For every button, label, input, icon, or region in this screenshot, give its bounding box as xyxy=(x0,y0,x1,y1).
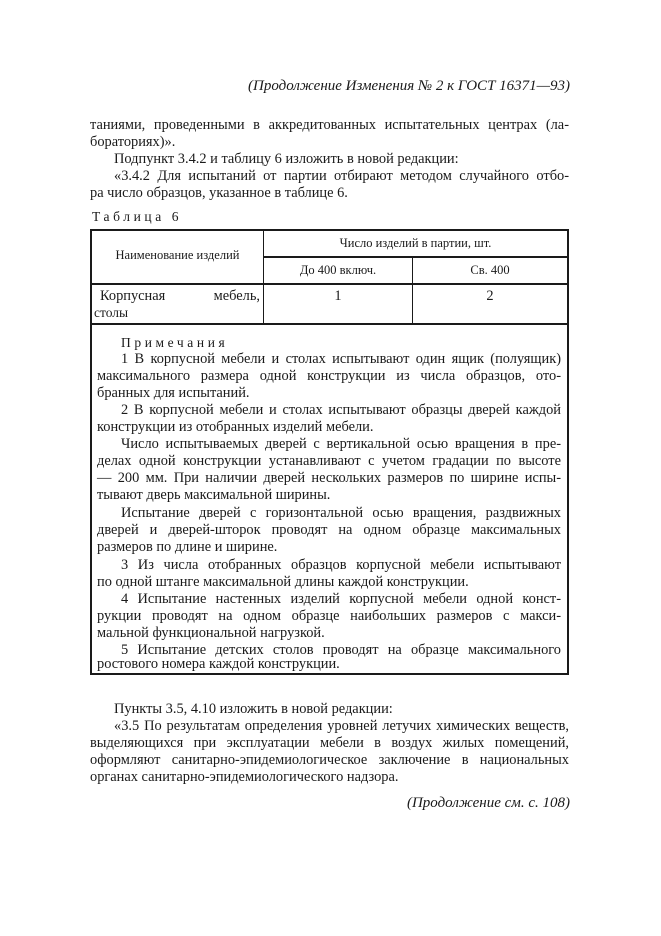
table-subheader-over-400: Св. 400 xyxy=(470,263,510,277)
note-line: 3 Из числа отобранных образцов корпусной мебели испытывают xyxy=(121,557,561,573)
note-line: конструкции из отобранных изделий мебели. xyxy=(97,419,374,435)
table-subheader-up-to-400: До 400 включ. xyxy=(299,263,377,277)
table-cell-product: Корпусная мебель, xyxy=(100,288,260,304)
paragraph-line: оформляют санитарно-эпидемиологическое заключение в национальных xyxy=(90,752,569,768)
note-line: бранных для испытаний. xyxy=(97,385,250,401)
table-border xyxy=(90,229,569,231)
table-border xyxy=(90,283,569,285)
note-line: размеров по длине и ширине. xyxy=(97,539,278,555)
note-line: Испытание дверей с горизонтальной осью вращения, раздвижных xyxy=(121,505,561,521)
notes-title: Примечания xyxy=(121,335,229,350)
table-border xyxy=(90,673,569,675)
paragraph-line: «3.5 По результатам определения уровней летучих химических веществ, xyxy=(114,718,569,734)
note-line: по одной штанге максимальной длины каждой конструкции. xyxy=(97,574,469,590)
note-line: — 200 мм. При наличии дверей нескольких размеров по ширине испы- xyxy=(97,470,561,486)
table-border xyxy=(90,229,92,675)
page-footer-continuation: (Продолжение см. с. 108) xyxy=(406,795,570,811)
page-header-continuation: (Продолжение Изменения № 2 к ГОСТ 16371—93) xyxy=(248,78,570,94)
table-caption: Таблица 6 xyxy=(92,209,183,224)
table-border xyxy=(90,323,569,325)
note-line: мальной функциональной нагрузкой. xyxy=(97,625,325,641)
paragraph-line: таниями, проведенными в аккредитованных испытательных центрах (ла- xyxy=(90,117,569,133)
table-cell-value-over-400: 2 xyxy=(486,288,494,304)
note-line: рукции проводят на одном образце наибольших размеров с макси- xyxy=(97,608,561,624)
paragraph-line: ра число образцов, указанное в таблице 6. xyxy=(90,185,348,201)
paragraph-line: органах санитарно-эпидемиологического надзора. xyxy=(90,769,399,785)
table-border xyxy=(567,229,569,675)
note-line: делах одной конструкции устанавливают с учетом градации по высоте xyxy=(97,453,561,469)
paragraph-line: Подпункт 3.4.2 и таблицу 6 изложить в новой редакции: xyxy=(114,151,459,167)
table-cell-product-cont: столы xyxy=(94,305,129,320)
paragraph-line: бораториях)». xyxy=(90,134,176,150)
note-line: тывают дверь максимальной ширины. xyxy=(97,487,331,503)
table-border xyxy=(263,256,569,258)
note-line: ростового номера каждой конструкции. xyxy=(97,656,340,672)
table-header-product-name: Наименование изделий xyxy=(115,248,240,262)
note-line: 4 Испытание настенных изделий корпусной мебели одной конст- xyxy=(121,591,561,607)
note-line: 5 Испытание детских столов проводят на образце максимального xyxy=(121,642,561,658)
paragraph-line: Пункты 3.5, 4.10 изложить в новой редакции: xyxy=(114,701,393,717)
note-line: Число испытываемых дверей с вертикальной осью вращения в пре- xyxy=(121,436,561,452)
paragraph-line: «3.4.2 Для испытаний от партии отбирают методом случайного отбо- xyxy=(114,168,569,184)
note-line: дверей и дверей-шторок проводят на одном образце максимальных xyxy=(97,522,561,538)
table-header-quantity-group: Число изделий в партии, шт. xyxy=(339,236,492,250)
paragraph-line: выделяющихся при эксплуатации мебели в воздух жилых помещений, xyxy=(90,735,569,751)
note-line: 1 В корпусной мебели и столах испытывают один ящик (полуящик) xyxy=(121,351,561,367)
table-cell-value-up-to-400: 1 xyxy=(334,288,342,304)
note-line: 2 В корпусной мебели и столах испытывают образцы дверей каждой xyxy=(121,402,561,418)
note-line: максимального размера одной конструкции из числа образцов, ото- xyxy=(97,368,561,384)
